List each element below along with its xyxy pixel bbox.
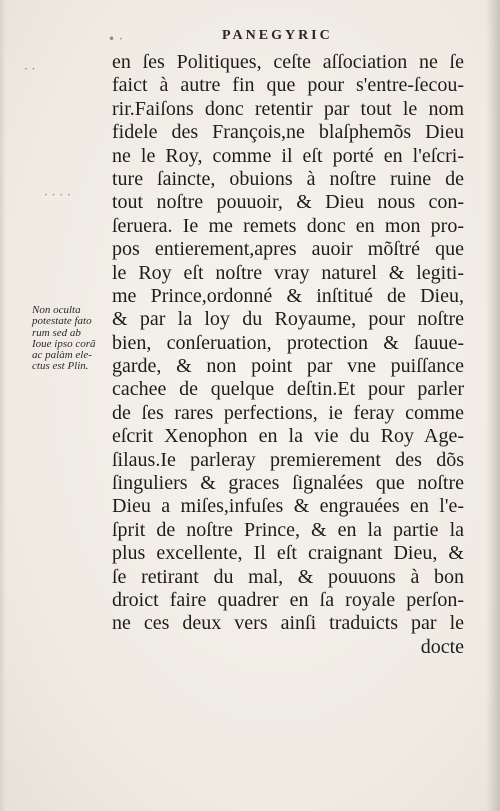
text-line: rir.Faiſons donc retentir par tout le nom	[112, 97, 464, 120]
text-line: ne le Roy, comme il eſt porté en l'eſcri-	[112, 144, 464, 167]
text-line: en ſes Politiques, ceſte aſſociation ne ſe	[112, 51, 464, 73]
ink-smudge: · ·	[24, 62, 36, 76]
margin-note-line: ac palàm ele-	[32, 349, 92, 362]
ink-smudge: • ·	[108, 32, 123, 46]
text-line: Dieu a miſes,infuſes & engrauées en l'e-	[112, 495, 464, 518]
text-line: ne ces deux vers ainſi traduicts par le	[112, 612, 464, 635]
text-line: & par la loy du Royaume, pour noſtre	[112, 308, 464, 331]
ink-smudge: · · · ·	[44, 188, 71, 202]
text-line: garde, & non point par vne puiſſance	[112, 355, 464, 378]
text-line: droict faire quadrer en ſa royale perſon-	[112, 588, 464, 611]
text-line: ſprit de noſtre Prince, & en la partie la	[112, 518, 464, 541]
text-line: cachee de quelque deſtin.Et pour parler	[112, 378, 464, 401]
text-line: tout noſtre pouuoir, & Dieu nous con-	[112, 191, 464, 214]
margin-note	[32, 305, 112, 373]
page-edge-shadow	[486, 0, 500, 811]
body-text	[112, 51, 464, 659]
text-line: ſinguliers & graces ſignalées que noſtre	[112, 472, 464, 495]
text-line: bien, conſeruation, protection & ſauue-	[112, 331, 464, 354]
text-line: le Roy eſt noſtre vray naturel & legiti-	[112, 261, 464, 284]
margin-note-line: ctus est Plin.	[32, 360, 89, 373]
margin-note-line: potestate fato	[32, 315, 92, 328]
text-line: me Prince,ordonné & inſtitué de Dieu,	[112, 284, 464, 307]
text-line: de ſes rares perfections, ie feray comme	[112, 401, 464, 424]
text-line: pos entierement,apres auoir mõſtré que	[112, 238, 464, 261]
text-line: ture ſaincte, obuions à noſtre ruine de	[112, 167, 464, 190]
text-line: plus excellente, Il eſt craignant Dieu, &	[112, 542, 464, 565]
text-line: ſe retirant du mal, & pouuons à bon	[112, 565, 464, 588]
page-gutter-shadow	[0, 0, 6, 811]
margin-note-line: Ioue ipso corã	[32, 337, 96, 350]
text-line: fidele des François,ne blaſphemõs Dieu	[112, 121, 464, 144]
text-line: faict à autre fin que pour s'entre-ſecou-	[112, 74, 464, 97]
margin-note-line: Non oculta	[32, 304, 81, 316]
margin-note-line: rum sed ab	[32, 326, 81, 339]
text-line: eſcrit Xenophon en la vie du Roy Age-	[112, 425, 464, 448]
text-line: ſeruera. Ie me remets donc en mon pro-	[112, 214, 464, 237]
catchword: docte	[420, 635, 464, 658]
text-line: ſilaus.Ie parleray premierement des dõs	[112, 448, 464, 471]
running-head: PANEGYRIC	[222, 28, 333, 43]
